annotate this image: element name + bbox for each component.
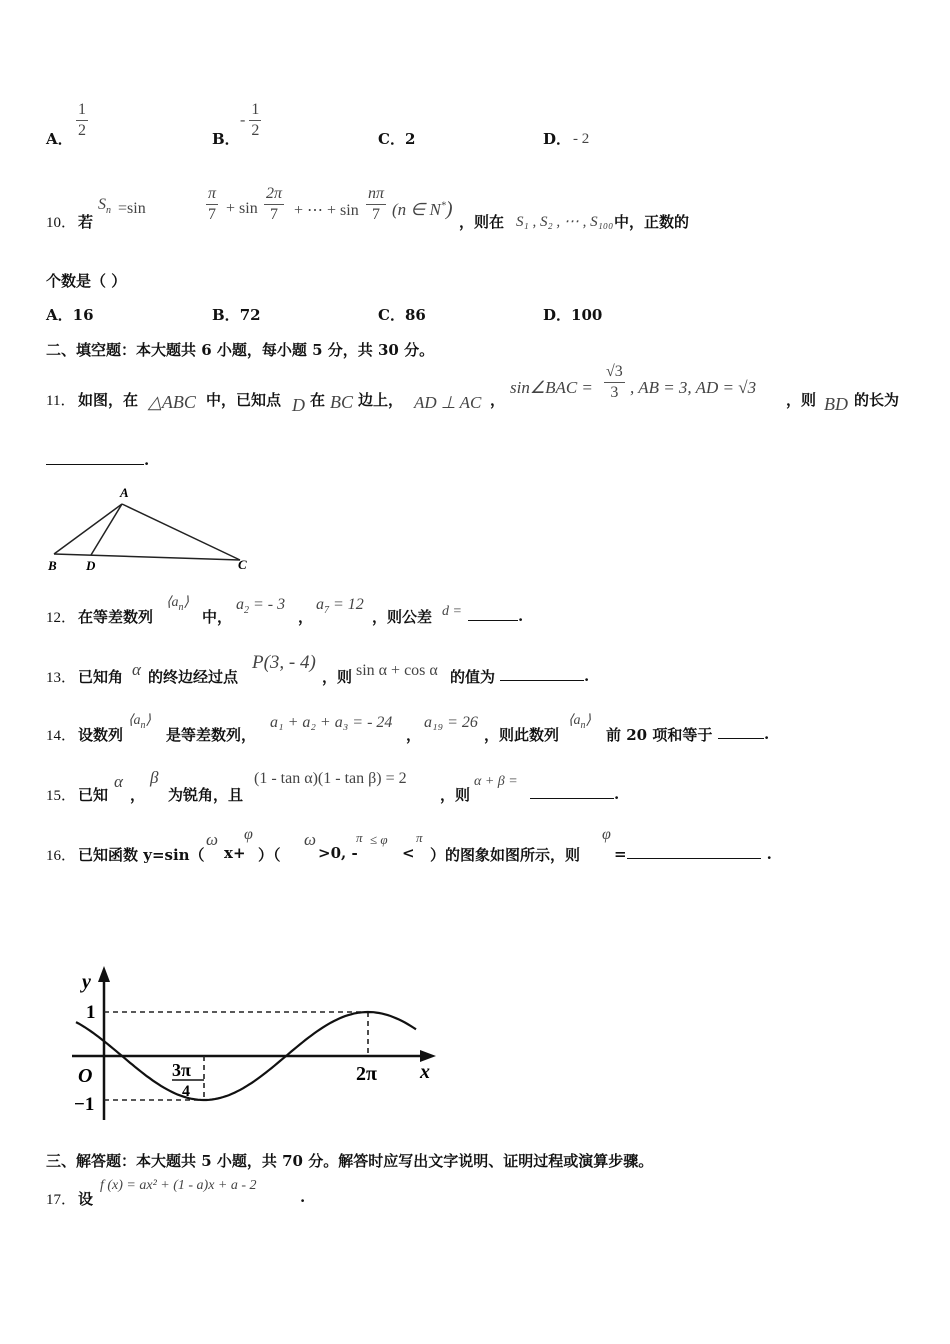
x-label: x: [420, 1061, 430, 1083]
q10-line2: 个数是（ ）: [46, 272, 127, 290]
label-c: C: [238, 557, 247, 572]
label-b: B: [48, 558, 57, 573]
tick-3pi-num: 3π: [172, 1060, 191, 1080]
q9-option-b-value: - $\frac{1}{2}$: [240, 101, 260, 139]
q13-answer-blank[interactable]: [500, 666, 584, 681]
label-a: A: [120, 485, 129, 500]
q15-answer-blank[interactable]: [530, 784, 614, 799]
section2-heading: 二、填空题：本大题共 6 小题，每小题 5 分，共 30 分。: [46, 341, 435, 359]
tick-one: 1: [86, 1002, 96, 1023]
q9-option-d-label: D．: [543, 130, 572, 148]
q16-answer-blank[interactable]: [627, 844, 761, 859]
q9-option-c: C．2: [378, 130, 416, 148]
q10-formula: $S_n$: [98, 196, 111, 217]
q10-option-b: B．72: [212, 306, 261, 324]
y-label: y: [82, 971, 91, 993]
side-ac: [122, 504, 240, 560]
side-ab: [54, 504, 122, 554]
q12-answer-blank[interactable]: [468, 606, 518, 621]
q10-sequence: S₁ , S₂ , ⋯ , S₁₀₀: [516, 214, 614, 230]
tick-neg-one: −1: [74, 1094, 95, 1115]
q9-option-b-label: B．: [212, 130, 240, 148]
q10-number: 10．: [46, 215, 77, 231]
label-d: D: [86, 558, 96, 573]
q11-triangle-figure: [44, 484, 264, 574]
side-bc: [54, 554, 240, 560]
q10-option-a: A．16: [46, 306, 94, 324]
q9-option-a-label: A．: [46, 130, 73, 148]
q9-option-d-value: - 2: [573, 131, 590, 147]
tick-3pi-den: 4: [182, 1083, 190, 1100]
segment-ad: [91, 504, 122, 555]
y-axis-arrow: [98, 966, 110, 982]
q16-sine-graph: [56, 960, 456, 1130]
section3-heading: 三、解答题：本大题共 5 小题，共 70 分。解答时应写出文字说明、证明过程或演算步骤。: [46, 1152, 654, 1170]
origin-label: O: [78, 1065, 93, 1087]
q10-option-d: D．100: [543, 306, 603, 324]
q9-option-a-value: $\frac{1}{2}$: [78, 101, 86, 139]
q11-answer-blank[interactable]: .: [46, 450, 149, 469]
tick-2pi: 2π: [356, 1063, 377, 1085]
q14-answer-blank[interactable]: [718, 724, 764, 739]
q10-option-c: C．86: [378, 306, 426, 324]
